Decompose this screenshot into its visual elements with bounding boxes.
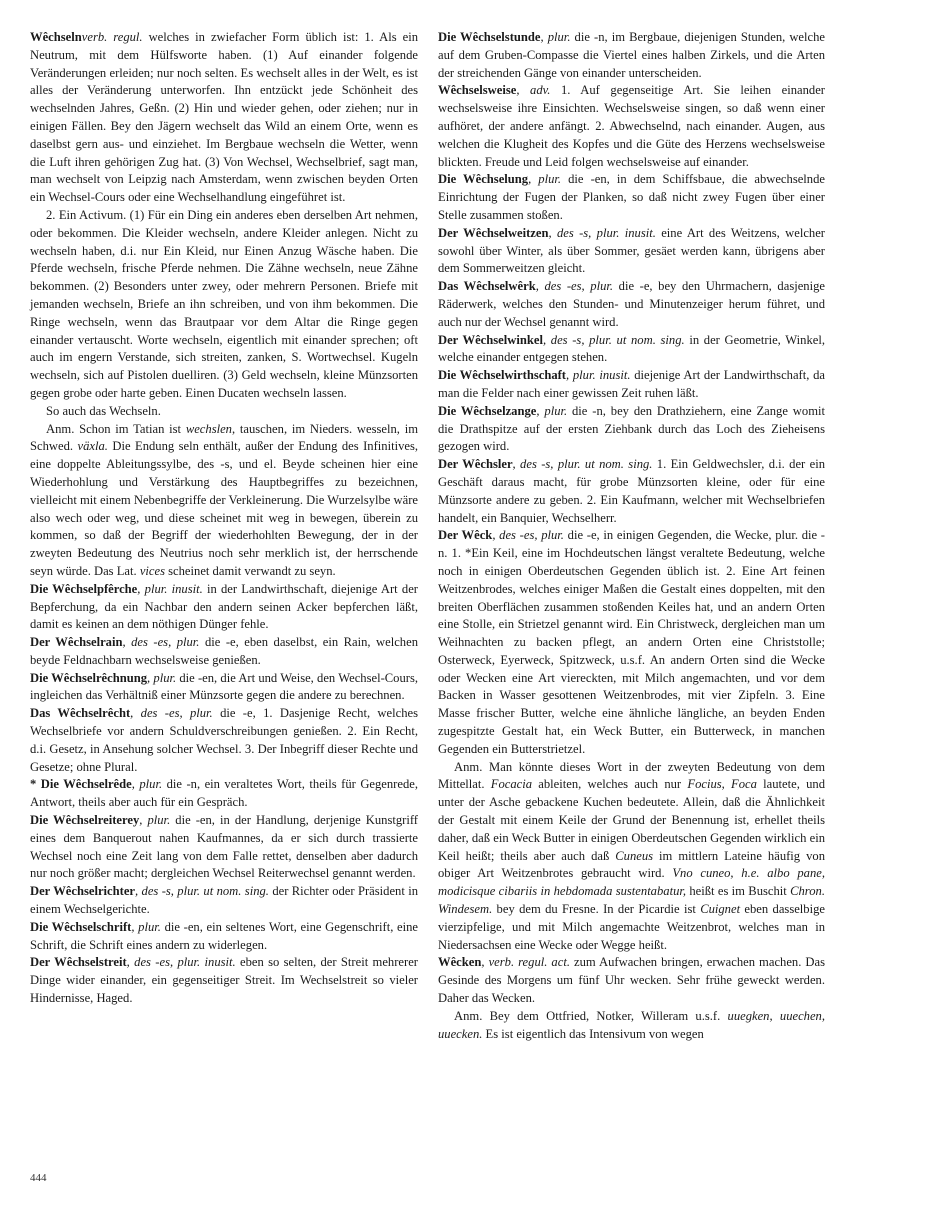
entry-text: die -e, eben daselbst, ein Rain, welchen beyde Feldnachbarn wechselsweise genießen. bbox=[30, 635, 418, 667]
entry-text: eben so selten, der Streit mehrerer Dinge wider einander, ein gegenseitiger Streit. Im Wechselstreit so vieler Hindernisse, Haged. bbox=[30, 955, 418, 1006]
entry-grammar: , des -s, plur. ut nom. sing. bbox=[135, 884, 269, 899]
entry-headword: Der Wêchselrichter bbox=[30, 884, 136, 899]
entry-grammar: , des -es, plur. inusit. bbox=[126, 955, 236, 970]
entry-text: eine Art des Weitzens, welcher sowohl über Winter, als über Sommer, gesäet werden kann, übrigens aber dem Sommerweitzen gleicht. bbox=[438, 225, 825, 276]
entry-grammar: , plur. bbox=[131, 777, 163, 792]
note-text: , tauschen, im Nieders. wesseln, im Schwed. bbox=[30, 421, 418, 454]
entry-headword: Die Wêchselrêchnung bbox=[30, 670, 148, 685]
note-text: Anm. Bey dem Ottfried, Notker, Willeram u.s.f. bbox=[454, 1008, 728, 1023]
entry-headword: Der Wêchselwinkel bbox=[438, 332, 543, 347]
entry-text: 1. Auf gegenseitige Art. Sie leihen einander wechselsweise ihre Einsichten. Wechselsweise singen, so daß wenn einer aufhöret, der andere anfängt. 2. Abwechselnd, nach einander. Augen, aus welchen die Klugheit des Kopfes und die Güte des Herzens wechselsweise blickten. Freude und Leid folgen wechselsweise auf einander. bbox=[438, 83, 825, 169]
dictionary-entry bbox=[30, 670, 418, 706]
note-text: im mittlern Lateine häufig von obiger Art Weitzenbrotes gebraucht wird. bbox=[438, 848, 825, 881]
entry-text: die -en, in der Handlung, derjenige Kunstgriff eines dem Banquerout nahen Kaufmannes, da er sich durch trassierte Wechsel noch eine Zeit lang von dem Falle rettet, denselben aber dadurch nur noch größer macht; dergleichen Wechsel Reiterwechsel genannt werden. bbox=[30, 813, 418, 881]
entry-headword: Die Wêchselwirthschaft bbox=[438, 368, 567, 383]
dictionary-entry bbox=[438, 367, 825, 403]
dictionary-entry bbox=[438, 527, 825, 758]
note-latin-term: Cuneus bbox=[615, 848, 654, 863]
entry-text: die -e, bey den Uhrmachern, dasjenige Räderwerk, welches den Stunden- und Minutenzeiger herum führet, und auch nur der Wechsel genannt wird. bbox=[438, 279, 825, 329]
entry-text: die -n, bey den Drathziehern, eine Zange womit die Drathspitze auf der ersten Ziehbank durch das Loch des Zieheisens gezogen wird. bbox=[438, 403, 825, 454]
dictionary-entry bbox=[438, 403, 825, 456]
note-latin-term: Focius, Foca bbox=[687, 777, 757, 792]
dictionary-entry bbox=[30, 634, 418, 670]
entry-note bbox=[438, 759, 825, 955]
entry-headword: Der Wêchselweitzen bbox=[438, 225, 549, 240]
entry-headword: Der Wêchselstreit bbox=[30, 955, 127, 970]
entry-grammar: , des -s, plur. ut nom. sing. bbox=[542, 332, 685, 347]
note-text: Es ist eigentlich das Intensivum von wegen bbox=[482, 1026, 704, 1041]
entry-headword: Die Wêchselpfêrche bbox=[30, 581, 138, 596]
note-text: Die Endung seln enthält, außer der Endung des Infinitives, eine doppelte Ableitungssylbe, des -s, und el. Beyde scheinen hier eine Wiederhohlung und Verstärkung des Hauptbegriffes zu bezeichnen, vielleicht mit einem Nebenbegriffe der Verkleinerung. Die Wurzelsylbe wäre also wech oder weg, und diese scheinet mit weg in bewegen, überein zu kommen, so daß der Begriff der wiederhohlten Bewegung, der in der zweyten Bedeutung des Neutrius noch sehr merklich ist, der herrschende seyn würde. Das Lat. bbox=[30, 439, 419, 578]
entry-text: die -en, ein seltenes Wort, eine Gegenschrift, eine Schrift, die Schrift eines andern zu widerlegen. bbox=[30, 919, 419, 952]
entry-grammar: , des -es, plur. bbox=[492, 528, 564, 543]
entry-grammar: , plur. bbox=[540, 30, 571, 44]
entry-headword: Die Wêchselzange bbox=[438, 403, 537, 418]
entry-headword: * Die Wêchselrêde bbox=[30, 777, 132, 792]
dictionary-entry bbox=[30, 29, 418, 207]
entry-grammar: , plur. bbox=[528, 172, 562, 187]
entry-paragraph: 2. Ein Activum. (1) Für ein Ding ein anderes eben derselben Art nehmen, oder bekommen. Die Kleider wechseln, andere Kleider anlegen. Nicht zu wechseln haben, d.i. nur Ein Kleid, nur Einen Anzug Wäsche haben. Die Pferde wechseln, frische Pferde nehmen. Die Zähne wechseln, neue Zähne bekommen. (2) Besonders unter zwey, oder mehrern Personen. Briefe mit jemanden wechseln, Briefe an ihn schreiben, und von ihm bekommen. Die Ringe wechseln, wenn das Brautpaar vor dem Altar die Ringe gegen einander vertauscht. Worte wechseln, eigentlich mit einander sprechen; oft auch im engern Verstande, sich streiten, zanken, S. Wortwechsel. Kugeln wechseln, sich auf Pistolen duelliren. (3) Geld wechseln, kleine Münzsorten gegen grobe oder harte geben. Einen Ducaten wechseln lassen. bbox=[30, 207, 418, 400]
note-text: Anm. Schon im Tatian ist bbox=[46, 421, 186, 436]
note-text: bey dem du Fresne. In der Picardie ist bbox=[492, 902, 701, 917]
entry-grammar: , des -s, plur. inusit. bbox=[548, 225, 656, 240]
dictionary-entry bbox=[438, 29, 825, 82]
right-column bbox=[438, 29, 825, 1043]
entry-text: die -e, in einigen Gegenden, die Wecke, plur. die -n. 1. *Ein Keil, eine im Hochdeutschen längst veraltete Bedeutung, welche noch in einigen Oberdeutschen Gegenden üblich ist. 2. Eine Art feinen Weitzenbrodes, welches einiger Maßen die Gestalt eines doppelten, mit den breiten Oberflächen zusammen stoßenden Keiles hat, und an andern Orten eine Stolle, ein Strietzel genannt wird. Ein Christweck, dergleichen man um Weihnachten zu backen pflegt, an andern Orten eine Christstolle; Osterweck, Eyerweck, Spitzweck, u.s.f. An andern Orten sind die Wecke oder Wecken eine Art viereckten, mit Milch angemachten, und vor dem Backen in Wasser gesottenen Weitzenbrodes, mit vier Zipfeln. 3. Eine Masse frischer Butter, welche eine ähnliche längliche, an beyden Enden zugespitzte Gestalt hat, ein Weck Butter, ein Butterweck, in manchen Gegenden ein Butterstrietzel. bbox=[438, 528, 825, 756]
note-latin-term: Cuignet bbox=[700, 902, 741, 917]
dictionary-entry bbox=[438, 82, 825, 171]
entry-headword: Wêcken bbox=[438, 955, 482, 970]
entry-grammar: , des -es, plur. bbox=[130, 706, 213, 721]
note-text: Anm. Man könnte dieses Wort in der zweyten Bedeutung von dem Mittellat. bbox=[438, 759, 825, 792]
entry-headword: Das Wêchselwêrk bbox=[438, 279, 536, 294]
entry-text: diejenige Art der Landwirthschaft, da man die Felder nach einer gewissen Zeit ruhen läßt. bbox=[438, 368, 825, 400]
left-column bbox=[30, 29, 418, 1008]
entry-note bbox=[438, 1008, 825, 1044]
dictionary-entry bbox=[30, 581, 418, 634]
entry-grammar: , verb. regul. act. bbox=[481, 955, 570, 970]
note-latin-term: Focacia bbox=[490, 777, 533, 792]
dictionary-entry bbox=[30, 776, 418, 812]
entry-grammar: , plur. bbox=[147, 670, 177, 685]
note-latin-term: wechslen bbox=[185, 421, 232, 436]
entry-text: 1. Ein Geldwechsler, d.i. der ein Geschäft daraus macht, für grobe Münzsorten kleine, oder für eine Münzsorte andere zu geben. 2. Ein Kaufmann, welcher mit Wechselbriefen handelt, ein Banquier, Wechselherr. bbox=[438, 457, 825, 525]
entry-grammar: , plur. inusit. bbox=[137, 581, 203, 596]
entry-text: die -n, ein veraltetes Wort, theils für Gegenrede, Antwort, theils aber auch für ein Gespräch. bbox=[30, 777, 419, 810]
entry-text: in der Geometrie, Winkel, welche einander entgegen stehen. bbox=[438, 332, 825, 365]
entry-text: die -en, in dem Schiffsbaue, die abwechselnde Einrichtung der Fugen der Planken, so daß nicht zwey Fugen über einer Stelle zusammen stoßen. bbox=[438, 172, 825, 222]
entry-text: die -e, 1. Dasjenige Recht, welches Wechselbriefe vor andern Schuldverschreibungen genießen. 2. Ein Recht, d.i. Gesetz, in Ansehung solcher Wechsel. 3. Der Inbegriff dieser Rechte und Gesetze; ohne Plural. bbox=[30, 706, 418, 774]
dictionary-entry bbox=[30, 954, 418, 1007]
note-latin-term: Vno cuneo, h.e. albo pane, modicisque cibariis in hebdomada sustentabatur, bbox=[438, 866, 825, 899]
entry-headword: Der Wêchselrain bbox=[30, 635, 123, 650]
dictionary-entry bbox=[438, 954, 825, 1007]
entry-grammar: , plur. inusit. bbox=[566, 368, 631, 383]
dictionary-entry bbox=[30, 883, 418, 919]
entry-headword: Die Wêchselschrift bbox=[30, 919, 132, 934]
entry-grammar: , des -es, plur. bbox=[535, 279, 614, 294]
note-latin-term: uuegken, uuechen, uuecken. bbox=[438, 1008, 825, 1041]
entry-text: die -en, die Art und Weise, den Wechsel-Cours, ingleichen das Verhältniß einer Münzsorte gegen die andere zu berechnen. bbox=[30, 670, 418, 703]
entry-grammar: , des -s, plur. ut nom. sing. bbox=[512, 457, 653, 472]
entry-headword: Die Wêchselstunde bbox=[438, 30, 541, 44]
entry-grammar: , adv. bbox=[516, 83, 551, 98]
note-text: scheinet damit verwandt zu seyn. bbox=[165, 563, 336, 578]
entry-headword: Die Wêchselung bbox=[438, 172, 529, 187]
note-text: ableiten, welches auch nur bbox=[532, 777, 688, 792]
entry-text: der Richter oder Präsident in einem Wechselgerichte. bbox=[30, 884, 418, 917]
entry-headword: Der Wêck bbox=[438, 528, 493, 543]
dictionary-entry bbox=[438, 456, 825, 527]
entry-grammar: , plur. bbox=[536, 403, 568, 418]
note-latin-term: Chron. Windesem. bbox=[438, 884, 825, 917]
dictionary-entry bbox=[30, 919, 418, 955]
dictionary-entry bbox=[438, 278, 825, 331]
note-latin-term: växla. bbox=[77, 439, 108, 454]
entry-headword: Das Wêchselrêcht bbox=[30, 706, 131, 721]
entry-text: zum Aufwachen bringen, erwachen machen. Das Gesinde des Morgens um fünf Uhr wecken. Sehr frühe geweckt werden. Daher das Wecken. bbox=[438, 955, 825, 1006]
note-text: heißt es im Buschit bbox=[686, 884, 791, 899]
entry-grammar: , plur. bbox=[131, 919, 161, 934]
entry-note bbox=[30, 421, 418, 581]
dictionary-entry bbox=[30, 812, 418, 883]
entry-text: welches in zwiefacher Form üblich ist: 1. Als ein Neutrum, mit dem Hülfsworte haben. (1) Auf einander folgende Veränderungen erleiden; nur noch selten. Es wechselt alles in der Welt, es ist alles der Veränderung unterworfen. Ihn entzückt jede Schönheit des wechselnden Jahres, Geßn. (2) Hin und wieder gehen, oder ziehen; nur in einigen Fällen. Bey den Jägern wechselt das Wild an einem Orte, wenn es daselbst gern aus- und einziehet. Im Bergbaue wechseln die Wetter, wenn die Luft ihren gehörigen Zug hat. (3) Von Wechsel, Wechselbrief, sagt man, man wechselt von Leipzig nach Amsterdam, wenn zwischen beyden Orten ein Wechsel-Cours oder eine Wechselhandlung eingeführet ist. bbox=[30, 30, 418, 205]
entry-text: in der Landwirthschaft, diejenige Art der Bepferchung, da ein Nachbar den andern seinen Acker bepferchen läßt, damit es keinen an dem nöthigen Dünger fehle. bbox=[30, 581, 418, 632]
dictionary-entry bbox=[438, 171, 825, 224]
note-latin-term: vices bbox=[139, 563, 165, 578]
entry-headword: Die Wêchselreiterey bbox=[30, 813, 140, 828]
dictionary-entry bbox=[30, 705, 418, 776]
entry-headword: Wêchselsweise bbox=[438, 83, 517, 98]
entry-headword: Der Wêchsler bbox=[438, 457, 513, 472]
entry-grammar: , plur. bbox=[139, 813, 171, 828]
entry-text: die -n, im Bergbaue, diejenigen Stunden, welche auf dem Gruben-Compasse die Viertel eines halben Zirkels, und die Arten der streichenden Gänge von einander unterscheiden. bbox=[438, 30, 825, 80]
page-number: 444 bbox=[30, 1172, 47, 1184]
dictionary-entry bbox=[438, 225, 825, 278]
note-text: lautete, und unter der Asche gebackene Kuchen bedeutete. Allein, daß die Ähnlichkeit der Gestalt mit einem Keile der Grund der Benennung ist, erhellet theils daher, daß ein Weck Butter in einigen Oberdeutschen Gegenden wirklich ein Keil heißt; theils aber auch daß bbox=[438, 777, 826, 863]
dictionary-entry bbox=[438, 332, 825, 368]
entry-paragraph: So auch das Wechseln. bbox=[46, 403, 161, 418]
note-text: eben dasselbige vierzipfelige, und mit Milch angemachte Weitzenbrot, welches man in Niedersachsen eine Wecke oder Wegge heißt. bbox=[438, 902, 825, 952]
entry-grammar: verb. regul. bbox=[81, 30, 143, 44]
entry-grammar: , des -es, plur. bbox=[122, 635, 200, 650]
entry-headword: Wêchseln bbox=[30, 30, 82, 44]
